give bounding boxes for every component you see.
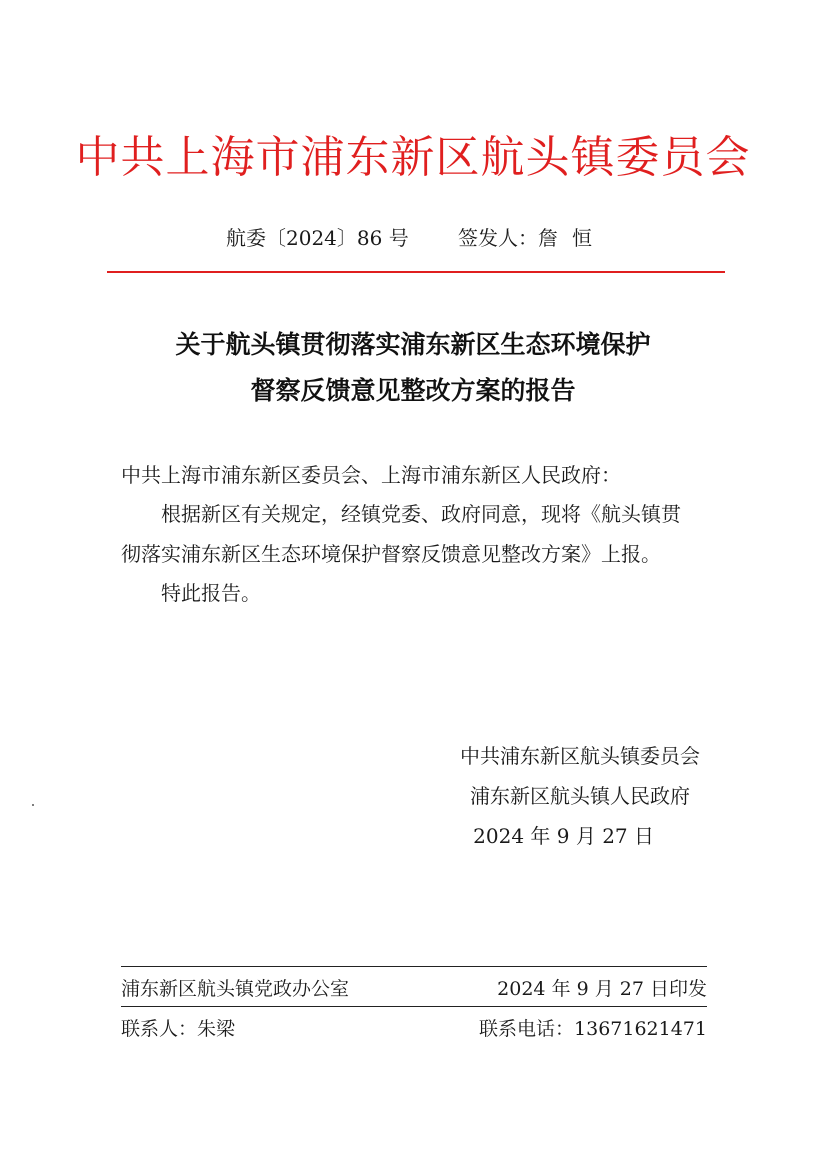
issuer-party-committee: 中共浦东新区航头镇委员会 (460, 744, 700, 768)
footer-middle-rule (121, 1006, 707, 1007)
body-line-1: 根据新区有关规定，经镇党委、政府同意，现将《航头镇贯 (161, 502, 681, 526)
issuing-office: 浦东新区航头镇党政办公室 (121, 978, 350, 1000)
addressee: 中共上海市浦东新区委员会、上海市浦东新区人民政府： (121, 463, 621, 487)
issuer-government: 浦东新区航头镇人民政府 (470, 784, 690, 808)
red-separator-line (107, 271, 725, 273)
closing-remark: 特此报告。 (161, 581, 261, 605)
print-date: 2024 年 9 月 27 日印发 (497, 978, 707, 1000)
contact-person: 联系人：朱梁 (121, 1018, 236, 1040)
document-info-line (0, 223, 826, 253)
red-masthead-title: 中共上海市浦东新区航头镇委员会 (75, 132, 751, 183)
signer-name: 詹恒 (538, 226, 606, 250)
signer-label: 签发人： (458, 226, 538, 250)
issuing-authorities (0, 736, 700, 856)
title-line-1: 关于航头镇贯彻落实浦东新区生态环境保护 (175, 330, 651, 359)
title-line-2: 督察反馈意见整改方案的报告 (250, 376, 576, 405)
body-line-2: 彻落实浦东新区生态环境保护督察反馈意见整改方案》上报。 (121, 542, 661, 566)
document-number: 航委〔2024〕86 号 (226, 226, 409, 250)
contact-phone: 联系电话：13671621471 (479, 1018, 707, 1040)
body-paragraph (121, 494, 703, 574)
document-title (0, 322, 826, 414)
signer (458, 223, 606, 253)
footer-top-rule (121, 966, 707, 967)
signing-date: 2024 年 9 月 27 日 (473, 824, 654, 848)
